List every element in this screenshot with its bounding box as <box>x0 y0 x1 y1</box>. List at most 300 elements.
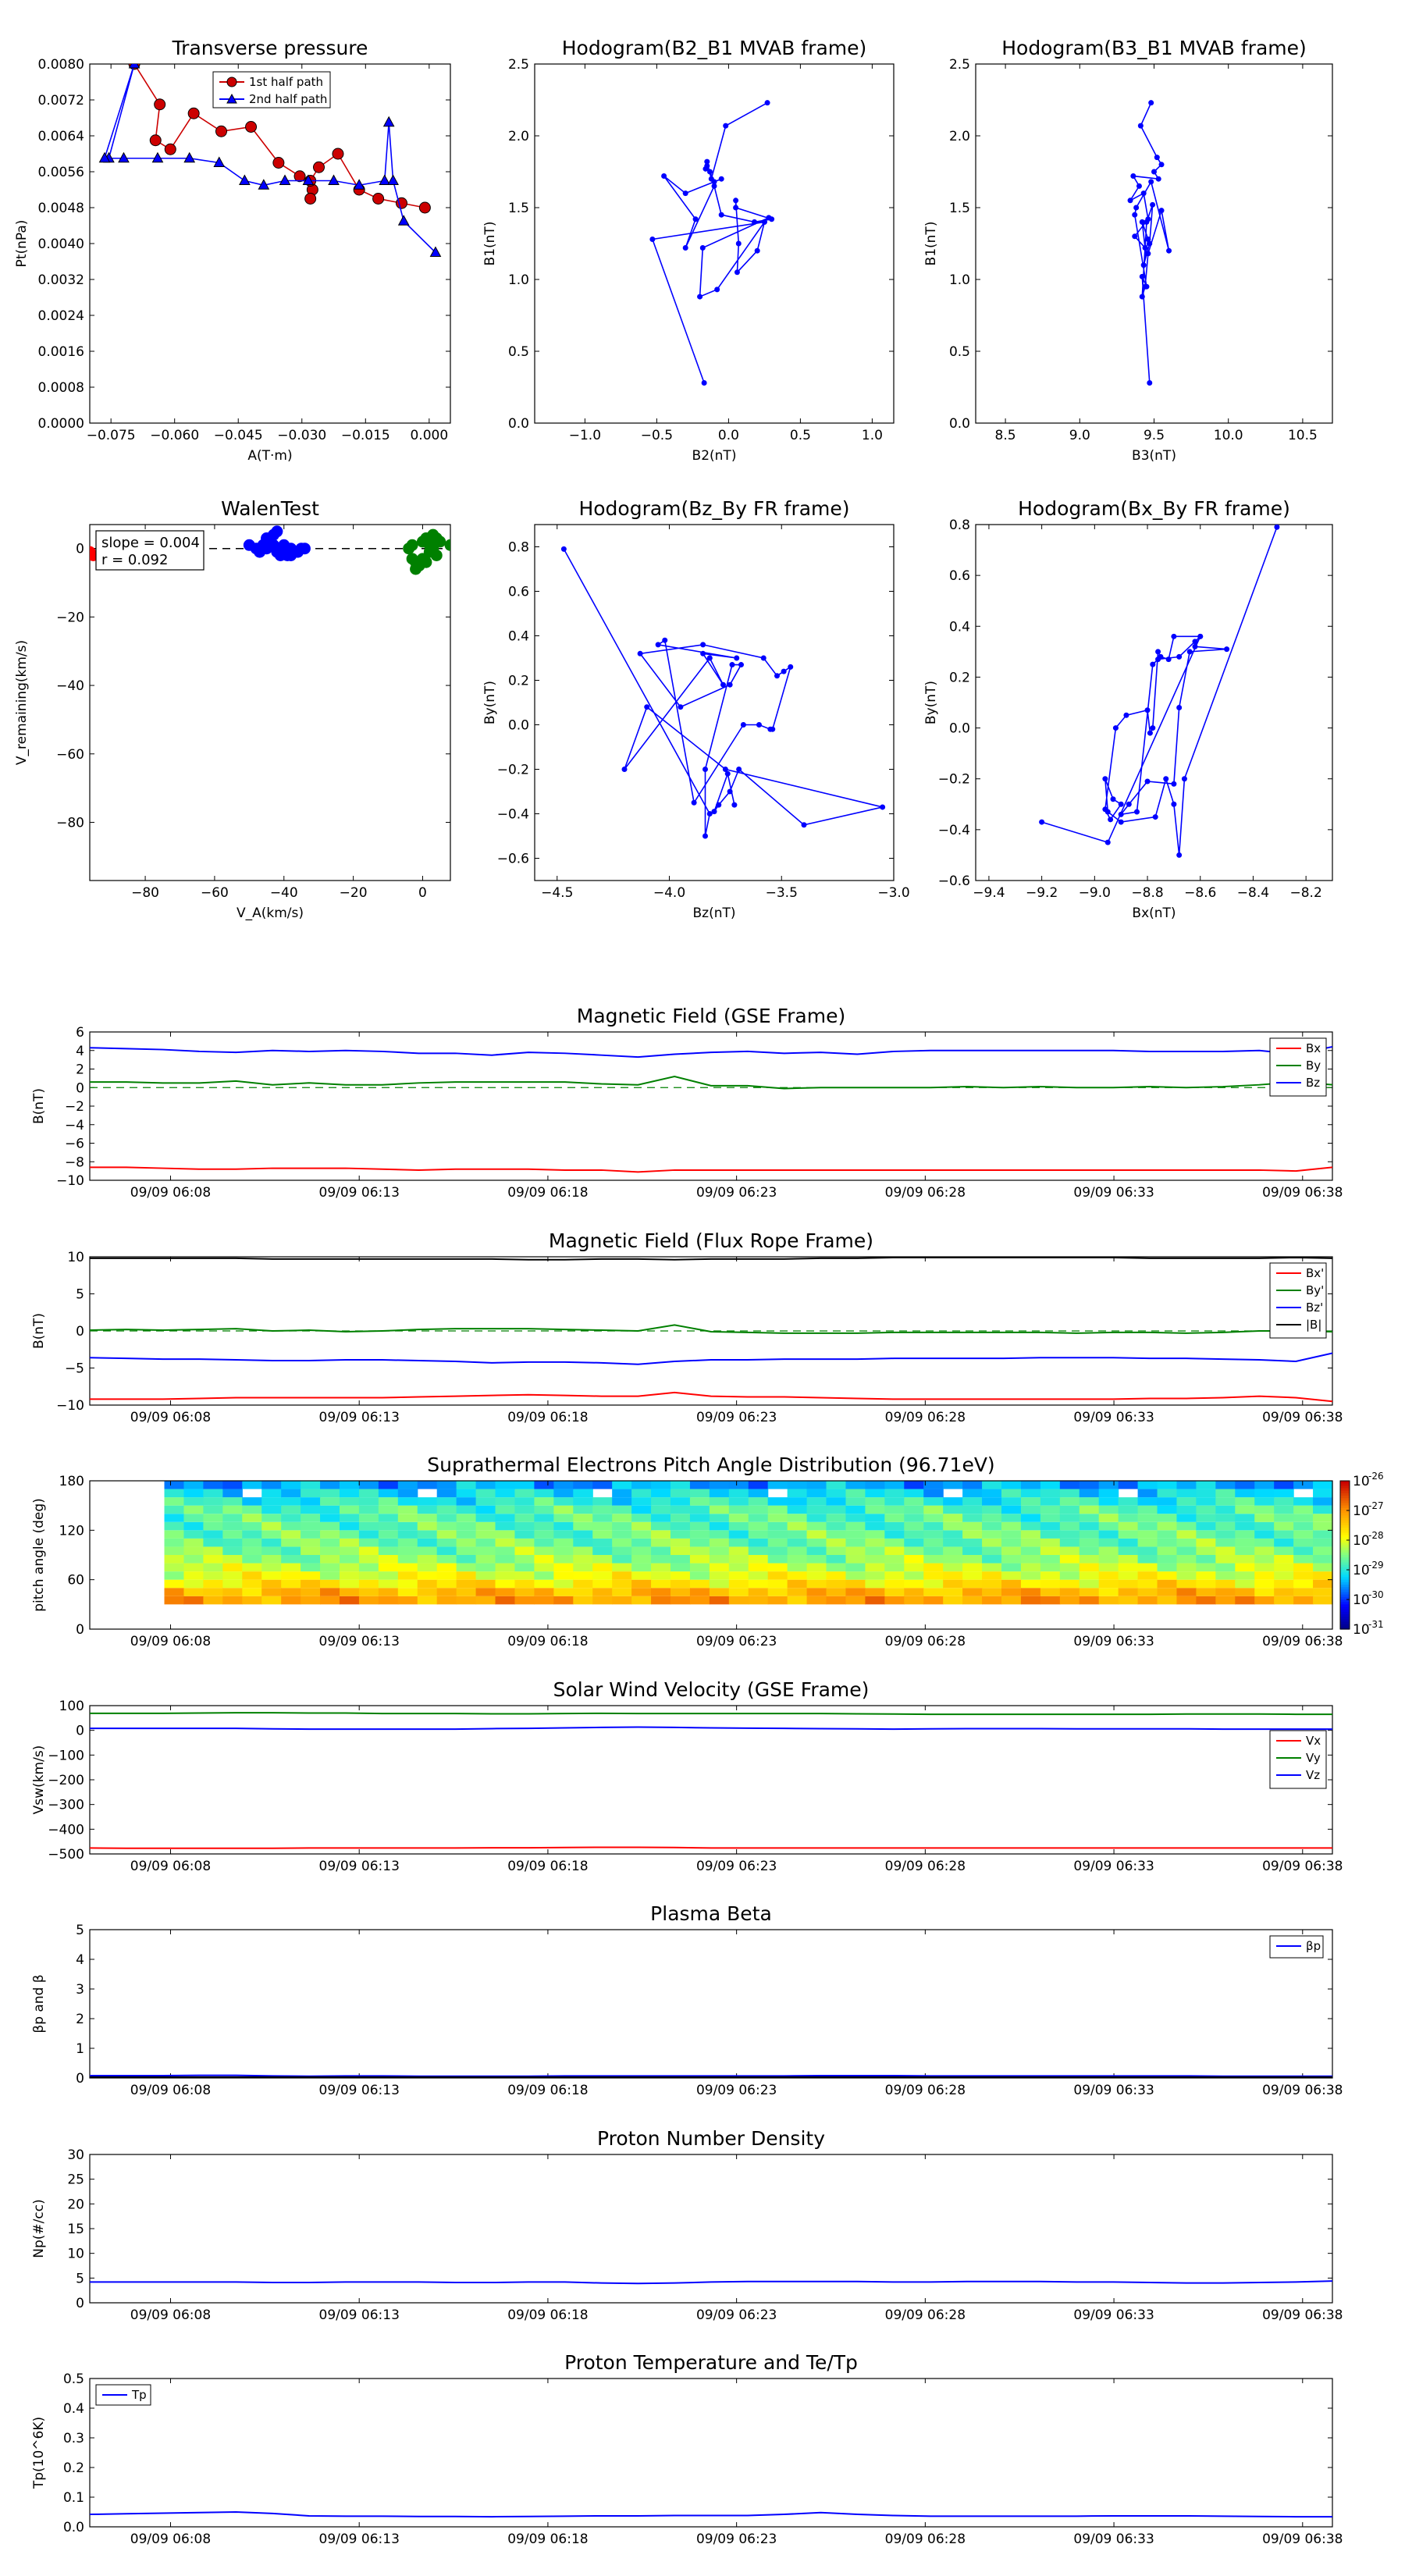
x-tick-label: 09/09 06:13 <box>318 1410 400 1425</box>
heatmap-cell <box>1099 1596 1119 1605</box>
y-tick-label: 0.6 <box>948 568 970 585</box>
series-line-0 <box>90 2281 1332 2283</box>
data-point <box>719 212 724 218</box>
data-point <box>1224 646 1229 652</box>
heatmap-cell <box>398 1522 418 1531</box>
heatmap-cell <box>165 1514 185 1522</box>
heatmap-cell <box>261 1596 282 1605</box>
legend-label: Vx <box>1306 1734 1321 1748</box>
heatmap-cell <box>670 1497 691 1506</box>
heatmap-cell <box>865 1481 885 1489</box>
heatmap-cell <box>710 1481 730 1489</box>
heatmap-cell <box>1254 1555 1275 1564</box>
heatmap-cell <box>631 1596 652 1605</box>
colorbar-exponent: -27 <box>1368 1500 1384 1511</box>
y-tick-label: 0.6 <box>507 584 529 600</box>
heatmap-cell <box>1215 1481 1236 1489</box>
heatmap-cell <box>962 1497 983 1506</box>
series-line-Vy <box>90 1713 1332 1714</box>
heatmap-cell <box>670 1564 691 1572</box>
heatmap-cell <box>865 1506 885 1514</box>
heatmap-cell <box>943 1539 963 1547</box>
heatmap-cell <box>1060 1522 1080 1531</box>
data-point <box>1197 634 1203 639</box>
legend-marker <box>227 77 237 87</box>
heatmap-cell <box>476 1580 496 1589</box>
heatmap-cell <box>1196 1555 1216 1564</box>
data-point <box>1141 262 1147 268</box>
heatmap-cell <box>1099 1522 1119 1531</box>
heatmap-cell <box>398 1580 418 1589</box>
heatmap-cell <box>534 1530 554 1539</box>
heatmap-cell <box>1254 1596 1275 1605</box>
heatmap-cell <box>612 1580 632 1589</box>
heatmap-cell <box>1001 1514 1022 1522</box>
data-point <box>702 767 708 772</box>
heatmap-cell <box>418 1546 438 1555</box>
heatmap-cell <box>865 1564 885 1572</box>
data-point <box>419 202 430 213</box>
heatmap-cell <box>788 1530 808 1539</box>
heatmap-cell <box>1119 1564 1139 1572</box>
heatmap-cell <box>1196 1506 1216 1514</box>
data-point <box>273 158 284 169</box>
series-line-|B| <box>90 1258 1332 1260</box>
proton-density-frame <box>90 2154 1332 2303</box>
heatmap-cell <box>242 1530 262 1539</box>
heatmap-cell <box>865 1596 885 1605</box>
data-point <box>1151 169 1157 175</box>
y-tick-label: −100 <box>48 1748 84 1764</box>
heatmap-cell <box>261 1539 282 1547</box>
heatmap-cell <box>379 1571 399 1580</box>
heatmap-cell <box>320 1489 340 1498</box>
heatmap-cell <box>612 1481 632 1489</box>
y-tick-label: 2.5 <box>507 57 529 73</box>
heatmap-cell <box>631 1530 652 1539</box>
heatmap-cell <box>651 1555 671 1564</box>
heatmap-cell <box>281 1571 301 1580</box>
heatmap-cell <box>418 1596 438 1605</box>
heatmap-cell <box>631 1580 652 1589</box>
proton-temperature-ylabel: Tp(10^6K) <box>31 2416 47 2489</box>
heatmap-cell <box>592 1564 613 1572</box>
heatmap-cell <box>261 1497 282 1506</box>
heatmap-cell <box>437 1506 457 1514</box>
heatmap-cell <box>1001 1506 1022 1514</box>
y-tick-label: 2.0 <box>507 129 529 144</box>
data-point <box>254 546 265 558</box>
heatmap-cell <box>845 1489 866 1498</box>
heatmap-cell <box>1119 1497 1139 1506</box>
x-tick-label: −20 <box>339 885 368 901</box>
proton-temperature-panel <box>31 2351 1343 2547</box>
heatmap-cell <box>982 1530 1002 1539</box>
heatmap-cell <box>281 1481 301 1489</box>
heatmap-cell <box>437 1564 457 1572</box>
walen-test-ylabel: V_remaining(km/s) <box>14 639 30 766</box>
y-tick-label: 6 <box>76 1025 84 1041</box>
heatmap-cell <box>379 1506 399 1514</box>
heatmap-cell <box>827 1588 847 1596</box>
heatmap-cell <box>514 1596 535 1605</box>
heatmap-cell <box>670 1530 691 1539</box>
heatmap-cell <box>320 1546 340 1555</box>
hodogram-b2-b1-panel <box>482 37 894 464</box>
heatmap-cell <box>592 1522 613 1531</box>
heatmap-cell <box>923 1539 944 1547</box>
heatmap-cell <box>222 1546 243 1555</box>
data-point <box>1176 705 1182 710</box>
data-point <box>246 122 257 133</box>
heatmap-cell <box>1138 1497 1158 1506</box>
heatmap-cell <box>242 1588 262 1596</box>
heatmap-cell <box>749 1539 769 1547</box>
y-tick-label: 180 <box>59 1474 84 1489</box>
heatmap-cell <box>496 1530 516 1539</box>
heatmap-cell <box>1254 1489 1275 1498</box>
heatmap-cell <box>1099 1481 1119 1489</box>
heatmap-cell <box>749 1506 769 1514</box>
heatmap-cell <box>729 1506 749 1514</box>
heatmap-cell <box>1313 1539 1333 1547</box>
heatmap-cell <box>1293 1546 1314 1555</box>
x-tick-label: −0.030 <box>277 428 327 443</box>
heatmap-cell <box>1060 1555 1080 1564</box>
data-point <box>1140 274 1145 279</box>
heatmap-cell <box>631 1497 652 1506</box>
heatmap-cell <box>398 1596 418 1605</box>
heatmap-cell <box>904 1596 924 1605</box>
data-point <box>1113 725 1119 731</box>
heatmap-cell <box>1274 1546 1294 1555</box>
heatmap-cell <box>1235 1571 1255 1580</box>
heatmap-cell <box>301 1596 321 1605</box>
heatmap-cell <box>1158 1497 1178 1506</box>
heatmap-cell <box>242 1539 262 1547</box>
heatmap-cell <box>651 1571 671 1580</box>
heatmap-cell <box>553 1514 574 1522</box>
heatmap-cell <box>827 1580 847 1589</box>
y-tick-label: −0.2 <box>496 762 529 778</box>
heatmap-cell <box>261 1530 282 1539</box>
heatmap-cell <box>1196 1588 1216 1596</box>
heatmap-cell <box>827 1555 847 1564</box>
annotation-text: slope = 0.004 <box>101 535 200 551</box>
heatmap-cell <box>1274 1522 1294 1531</box>
y-tick-label: 5 <box>76 1923 84 1938</box>
heatmap-cell <box>1021 1522 1041 1531</box>
heatmap-cell <box>1080 1580 1100 1589</box>
heatmap-cell <box>398 1555 418 1564</box>
heatmap-cell <box>418 1530 438 1539</box>
heatmap-cell <box>437 1522 457 1531</box>
heatmap-cell <box>807 1514 827 1522</box>
data-point <box>712 809 717 814</box>
heatmap-cell <box>320 1555 340 1564</box>
heatmap-cell <box>612 1530 632 1539</box>
x-tick-label: 09/09 06:38 <box>1262 1859 1343 1874</box>
heatmap-cell <box>1235 1497 1255 1506</box>
heatmap-cell <box>301 1555 321 1564</box>
heatmap-cell <box>1313 1481 1333 1489</box>
y-tick-label: −8 <box>64 1155 84 1171</box>
heatmap-cell <box>476 1596 496 1605</box>
heatmap-cell <box>982 1539 1002 1547</box>
heatmap-cell <box>534 1497 554 1506</box>
heatmap-cell <box>1196 1514 1216 1522</box>
y-tick-label: 0.0008 <box>37 380 84 396</box>
heatmap-cell <box>1040 1539 1061 1547</box>
heatmap-cell <box>514 1571 535 1580</box>
heatmap-cell <box>865 1580 885 1589</box>
data-point <box>1176 852 1182 858</box>
heatmap-cell <box>729 1588 749 1596</box>
heatmap-cell <box>222 1555 243 1564</box>
heatmap-cell <box>865 1571 885 1580</box>
heatmap-cell <box>281 1555 301 1564</box>
heatmap-cell <box>496 1522 516 1531</box>
heatmap-cell <box>884 1571 905 1580</box>
data-point <box>1132 212 1137 218</box>
heatmap-cell <box>1001 1481 1022 1489</box>
y-tick-label: 0 <box>76 1723 84 1739</box>
heatmap-cell <box>165 1530 185 1539</box>
data-point <box>738 662 744 667</box>
heatmap-cell <box>301 1530 321 1539</box>
x-tick-label: 09/09 06:13 <box>318 1859 400 1874</box>
plasma-beta-legend <box>1270 1936 1323 1958</box>
heatmap-cell <box>1196 1481 1216 1489</box>
heatmap-cell <box>1254 1514 1275 1522</box>
heatmap-cell <box>573 1497 593 1506</box>
heatmap-cell <box>437 1539 457 1547</box>
heatmap-cell <box>1080 1588 1100 1596</box>
data-point <box>1105 840 1111 845</box>
x-tick-label: 09/09 06:28 <box>884 1634 966 1649</box>
heatmap-cell <box>203 1497 223 1506</box>
x-tick-label: 09/09 06:18 <box>507 1634 589 1649</box>
heatmap-cell <box>943 1555 963 1564</box>
heatmap-cell <box>768 1481 788 1489</box>
heatmap-cell <box>845 1506 866 1514</box>
data-point <box>638 651 643 656</box>
heatmap-cell <box>514 1497 535 1506</box>
colorbar-label: 10 <box>1353 1622 1370 1638</box>
heatmap-cell <box>1080 1546 1100 1555</box>
x-tick-label: −0.045 <box>213 428 263 443</box>
heatmap-cell <box>222 1539 243 1547</box>
x-tick-label: 09/09 06:08 <box>130 2083 212 2098</box>
heatmap-cell <box>1158 1530 1178 1539</box>
legend-label: Bx <box>1306 1041 1321 1055</box>
heatmap-cell <box>1080 1596 1100 1605</box>
heatmap-cell <box>904 1580 924 1589</box>
heatmap-cell <box>242 1596 262 1605</box>
heatmap-cell <box>165 1489 185 1498</box>
heatmap-cell <box>476 1555 496 1564</box>
heatmap-cell <box>827 1497 847 1506</box>
legend-label: By <box>1306 1059 1321 1073</box>
heatmap-cell <box>573 1555 593 1564</box>
heatmap-cell <box>165 1497 185 1506</box>
heatmap-cell <box>788 1596 808 1605</box>
heatmap-cell <box>788 1522 808 1531</box>
data-point <box>1171 781 1176 787</box>
heatmap-cell <box>904 1530 924 1539</box>
heatmap-cell <box>398 1564 418 1572</box>
heatmap-cell <box>1274 1514 1294 1522</box>
data-point <box>1153 814 1158 820</box>
heatmap-cell <box>379 1481 399 1489</box>
heatmap-cell <box>1215 1522 1236 1531</box>
heatmap-cell <box>1138 1564 1158 1572</box>
heatmap-cell <box>749 1522 769 1531</box>
x-tick-label: 09/09 06:23 <box>695 1634 777 1649</box>
heatmap-cell <box>457 1555 477 1564</box>
heatmap-cell <box>904 1506 924 1514</box>
heatmap-cell <box>534 1571 554 1580</box>
heatmap-cell <box>884 1580 905 1589</box>
heatmap-cell <box>729 1489 749 1498</box>
heatmap-cell <box>476 1571 496 1580</box>
heatmap-cell <box>437 1596 457 1605</box>
heatmap-cell <box>1060 1497 1080 1506</box>
heatmap-cell <box>670 1514 691 1522</box>
walen-test-frame <box>90 525 450 881</box>
heatmap-cell <box>281 1546 301 1555</box>
x-tick-label: −4.0 <box>653 885 686 901</box>
heatmap-cell <box>807 1489 827 1498</box>
data-point <box>1119 802 1124 807</box>
y-tick-label: 0 <box>76 2296 84 2311</box>
heatmap-cell <box>788 1580 808 1589</box>
data-point <box>752 219 757 225</box>
heatmap-cell <box>865 1489 885 1498</box>
y-tick-label: 0 <box>76 1622 84 1638</box>
heatmap-cell <box>592 1481 613 1489</box>
heatmap-cell <box>1235 1546 1255 1555</box>
heatmap-cell <box>379 1580 399 1589</box>
heatmap-cell <box>631 1555 652 1564</box>
heatmap-cell <box>553 1522 574 1531</box>
heatmap-cell <box>1274 1506 1294 1514</box>
data-point <box>656 642 661 647</box>
data-point <box>1144 219 1149 225</box>
heatmap-cell <box>1138 1580 1158 1589</box>
heatmap-cell <box>612 1555 632 1564</box>
y-tick-label: 0.0064 <box>37 129 84 144</box>
heatmap-cell <box>203 1506 223 1514</box>
data-point <box>1111 796 1116 802</box>
heatmap-cell <box>1001 1580 1022 1589</box>
heatmap-cell <box>943 1588 963 1596</box>
x-tick-label: 09/09 06:28 <box>884 1185 966 1201</box>
heatmap-cell <box>183 1489 204 1498</box>
heatmap-cell <box>710 1539 730 1547</box>
heatmap-cell <box>1215 1564 1236 1572</box>
heatmap-cell <box>165 1571 185 1580</box>
data-point <box>774 673 780 678</box>
heatmap-cell <box>904 1539 924 1547</box>
heatmap-cell <box>222 1497 243 1506</box>
heatmap-cell <box>690 1489 710 1498</box>
heatmap-cell <box>496 1580 516 1589</box>
y-tick-label: 1 <box>76 2041 84 2057</box>
data-point <box>1171 802 1176 807</box>
y-tick-label: 1.0 <box>507 272 529 288</box>
data-point <box>736 767 742 772</box>
heatmap-cell <box>807 1506 827 1514</box>
heatmap-cell <box>690 1564 710 1572</box>
heatmap-cell <box>437 1497 457 1506</box>
heatmap-cell <box>1176 1588 1197 1596</box>
heatmap-cell <box>865 1539 885 1547</box>
heatmap-cell <box>690 1522 710 1531</box>
heatmap-cell <box>261 1580 282 1589</box>
heatmap-cell <box>1215 1497 1236 1506</box>
y-tick-label: −10 <box>56 1173 84 1189</box>
heatmap-cell <box>340 1539 360 1547</box>
heatmap-cell <box>534 1539 554 1547</box>
data-point <box>1147 241 1152 247</box>
data-point <box>165 144 176 155</box>
data-point <box>1128 197 1133 203</box>
y-tick-label: 2.0 <box>948 129 970 144</box>
data-point <box>692 800 697 806</box>
heatmap-cell <box>710 1555 730 1564</box>
heatmap-cell <box>281 1580 301 1589</box>
heatmap-cell <box>982 1506 1002 1514</box>
y-tick-label: 30 <box>67 2147 84 2163</box>
heatmap-cell <box>612 1497 632 1506</box>
heatmap-cell <box>768 1596 788 1605</box>
y-tick-label: −0.4 <box>937 822 970 838</box>
heatmap-cell <box>1235 1522 1255 1531</box>
y-tick-label: −60 <box>56 746 84 763</box>
hodogram-bz-by-frame <box>535 525 894 881</box>
x-tick-label: 09/09 06:13 <box>318 1634 400 1649</box>
heatmap-cell <box>261 1481 282 1489</box>
heatmap-cell <box>729 1580 749 1589</box>
heatmap-cell <box>1293 1530 1314 1539</box>
heatmap-cell <box>651 1522 671 1531</box>
heatmap-cell <box>359 1497 379 1506</box>
heatmap-cell <box>242 1506 262 1514</box>
heatmap-cell <box>690 1596 710 1605</box>
heatmap-cell <box>281 1497 301 1506</box>
heatmap-cell <box>261 1588 282 1596</box>
heatmap-cell <box>807 1546 827 1555</box>
heatmap-cell <box>884 1539 905 1547</box>
heatmap-cell <box>203 1489 223 1498</box>
heatmap-cell <box>476 1546 496 1555</box>
y-tick-label: 0.0072 <box>37 93 84 109</box>
data-point <box>1144 284 1149 290</box>
heatmap-cell <box>612 1546 632 1555</box>
heatmap-cell <box>1060 1580 1080 1589</box>
heatmap-cell <box>1215 1530 1236 1539</box>
heatmap-cell <box>1313 1530 1333 1539</box>
heatmap-cell <box>496 1506 516 1514</box>
data-point <box>1150 662 1155 667</box>
hodogram-bz-by-title: Hodogram(Bz_By FR frame) <box>578 497 850 520</box>
heatmap-cell <box>457 1489 477 1498</box>
data-point <box>1192 639 1197 644</box>
data-point <box>741 722 746 728</box>
heatmap-cell <box>1235 1530 1255 1539</box>
heatmap-cell <box>923 1546 944 1555</box>
